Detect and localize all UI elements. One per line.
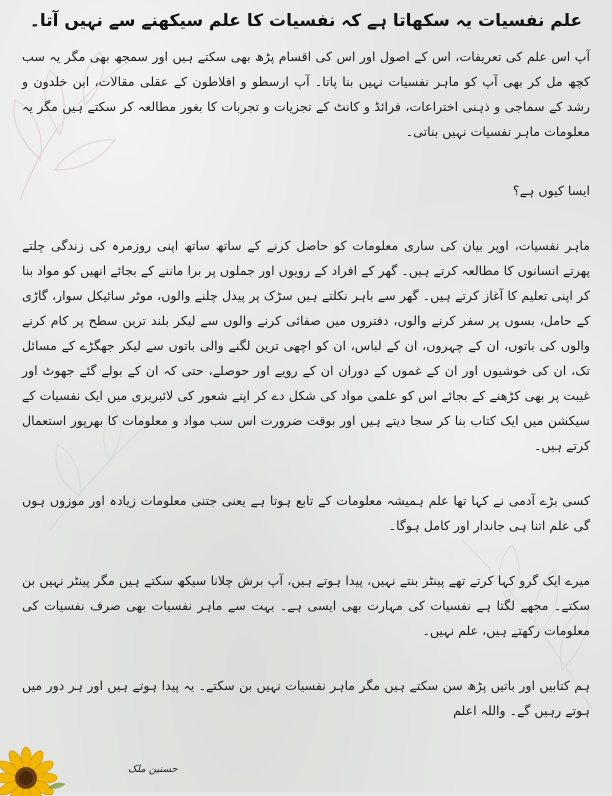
paragraph-guru: میرے ایک گرو کہا کرتے تھے پینٹر بنتے نہیں، پیدا ہوتے ہیں، آپ برش چلانا سیکھ سکتے ہیں مگر پینٹر نہیں بن سکتے۔ مجھے لگتا ہے نفسیات کی مہارت بھی ایسی ہے۔ بہت سے ماہر نفسیات بھی صرف نفسیات کی معلومات رکھتے ہیں، علم نہیں۔ — [22, 573, 590, 638]
author-signature: حسنین ملک — [128, 764, 178, 775]
paragraph-closing: ہم کتابیں اور باتیں پڑھ سن سکتے ہیں مگر ماہر نفسیات نہیں بن سکتے۔ یہ پیدا ہوتے ہیں اور ہر دور میں ہوتے رہیں گے۔ واللہ اعلم — [22, 678, 590, 718]
article — [22, 6, 590, 723]
paragraph-question: ایسا کیوں ہے؟ — [512, 183, 590, 198]
page-title: علم نفسیات یہ سکھاتا ہے کہ نفسیات کا علم سیکھنے سے نہیں آتا۔ — [29, 11, 583, 31]
sunflower-icon — [0, 738, 68, 796]
paragraph-intro: آپ اس علم کی تعریفات، اس کے اصول اور اس کی اقسام پڑھ بھی سکتے ہیں اور سمجھ بھی مگر یہ سب کچھ مل کر بھی آپ کو ماہر نفسیات نہیں بنا پاتا۔ آپ ارسطو و افلاطون کے عقلی مقالات، ابن خلدون و رشد کے سماجی و ذہنی اختراعات، فرائڈ و کانٹ کے تجزیات و تجربات کا بغور مطالعہ کر سکتے ہیں مگر یہ معلومات ماہر نفسیات نہیں بناتی۔ — [22, 49, 590, 139]
paragraph-observation: ماہر نفسیات، اوپر بیان کی ساری معلومات کو حاصل کرنے کے ساتھ ساتھ اپنی روزمرہ کی زندگی چلتے پھرتے انسانوں کا مطالعہ کرتے ہیں۔ گھر کے افراد کے رویوں اور جملوں پر برا ماننے کے بجائے انھیں کو مواد بنا کر اپنی تعلیم کا آغاز کرتے ہیں۔ گھر سے باہر نکلتے ہیں سڑک پر پیدل چلنے والوں، موٹر سائیکل سوار، گاڑی کے حامل، بسوں پر سفر کرنے والوں، دفتروں میں صفائی کرنے والوں سے لیکر بلند ترین سطح پر کام کرنے والوں کی باتوں، ان کے چہروں، ان کے لباس، ان کو اچھی ترین لگنے والی باتوں سے لیکر جھگڑے کے مسائل تک، ان کی خوشیوں اور ان کے غموں کے دوران ان کے رویے اور حوصلے، حتی کہ ان کے بولے گئے جھوٹ اور غیبت پر بھی کڑھنے کے بجائے اس کو علمی مواد کی شکل دے کر اپنے شعور کی لائبریری میں ایک نفسیات کے سیکشن میں ایک کتاب بنا کر سجا دیتے ہیں اور بوقت ضرورت اس سب مواد و معلومات کا بھرپور استعمال کرتے ہیں۔ — [22, 238, 590, 453]
paragraph-quote: کسی بڑے آدمی نے کہا تھا علم ہمیشہ معلومات کے تابع ہوتا ہے یعنی جتنی معلومات زیادہ اور موزوں ہوں گی علم اتنا ہی جاندار اور کامل ہوگا۔ — [22, 493, 590, 533]
